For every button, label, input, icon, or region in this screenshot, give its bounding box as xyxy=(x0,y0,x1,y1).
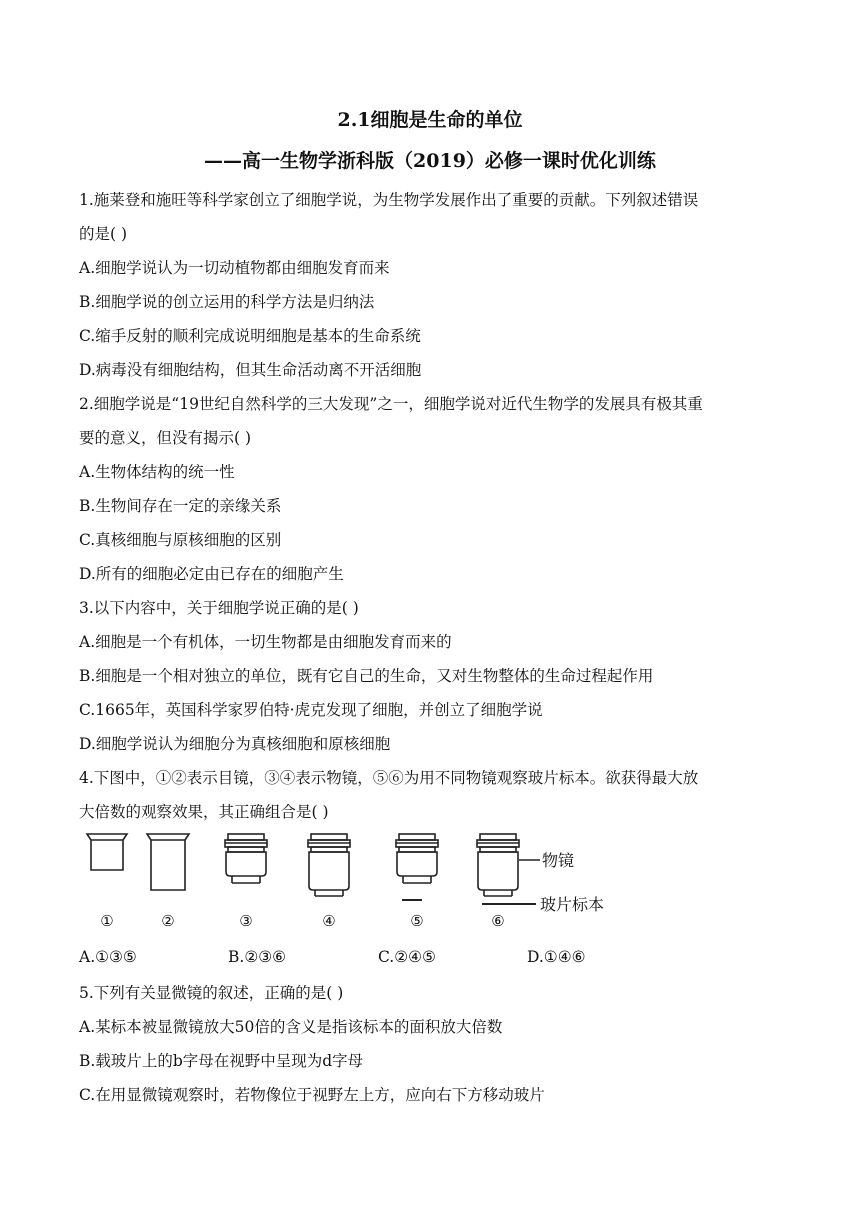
q3-option-d: D.细胞学说认为细胞分为真核细胞和原核细胞 xyxy=(79,735,391,753)
figure-label-3: ③ xyxy=(239,912,253,930)
figure-label-4: ④ xyxy=(322,912,336,930)
q3-option-b: B.细胞是一个相对独立的单位，既有它自己的生命，又对生物整体的生命过程起作用 xyxy=(79,667,654,685)
figure-label-1: ① xyxy=(100,912,114,930)
objective-long-icon xyxy=(308,834,350,896)
objective-short-with-slide-icon xyxy=(396,834,438,900)
q5-option-b: B.载玻片上的b字母在视野中呈现为d字母 xyxy=(79,1052,364,1070)
q1-option-c: C.缩手反射的顺利完成说明细胞是基本的生命系统 xyxy=(79,327,421,345)
q1-option-b: B.细胞学说的创立运用的科学方法是归纳法 xyxy=(79,293,375,311)
figure-label-2: ② xyxy=(161,912,175,930)
q2-option-b: B.生物间存在一定的亲缘关系 xyxy=(79,497,282,515)
q4-stem: 4.下图中，①②表示目镜，③④表示物镜，⑤⑥为用不同物镜观察玻片标本。欲获得最大放 xyxy=(79,769,699,787)
eyepiece-short-icon xyxy=(87,834,127,870)
q5-option-a: A.某标本被显微镜放大50倍的含义是指该标本的面积放大倍数 xyxy=(79,1018,503,1036)
q2-option-a: A.生物体结构的统一性 xyxy=(79,463,235,481)
figure-label-6: ⑥ xyxy=(491,912,505,930)
q2-option-d: D.所有的细胞必定由已存在的细胞产生 xyxy=(79,565,344,583)
q1-option-a: A.细胞学说认为一切动植物都由细胞发育而来 xyxy=(79,259,390,277)
q4-option-b: B.②③⑥ xyxy=(228,948,287,966)
q1-stem-cont: 的是( ) xyxy=(79,225,128,243)
objective-long-with-slide-icon xyxy=(477,834,540,904)
slide-label: 玻片标本 xyxy=(540,895,605,914)
q5-stem: 5.下列有关显微镜的叙述，正确的是( ) xyxy=(79,984,344,1002)
q1-stem: 1.施莱登和施旺等科学家创立了细胞学说，为生物学发展作出了重要的贡献。下列叙述错误 xyxy=(79,191,699,209)
q2-stem: 2.细胞学说是“19世纪自然科学的三大发现”之一，细胞学说对近代生物学的发展具有极其重 xyxy=(79,395,703,413)
eyepiece-long-icon xyxy=(147,834,189,890)
microscope-lens-figure xyxy=(80,828,640,938)
q4-option-c: C.②④⑤ xyxy=(378,948,436,966)
q4-options xyxy=(79,948,799,970)
q4-stem-cont: 大倍数的观察效果，其正确组合是( ) xyxy=(79,803,329,821)
q2-stem-cont: 要的意义，但没有揭示( ) xyxy=(79,429,252,447)
figure-label-5: ⑤ xyxy=(410,912,424,930)
q3-option-c: C.1665年，英国科学家罗伯特·虎克发现了细胞，并创立了细胞学说 xyxy=(79,701,543,719)
objective-label: 物镜 xyxy=(542,851,575,870)
q5-option-c: C.在用显微镜观察时，若物像位于视野左上方，应向右下方移动玻片 xyxy=(79,1086,545,1104)
page-title: 2.1细胞是生命的单位 xyxy=(337,109,523,131)
page-subtitle: ——高一生物学浙科版（2019）必修一课时优化训练 xyxy=(204,150,656,172)
objective-short-icon xyxy=(225,834,267,883)
q4-option-d: D.①④⑥ xyxy=(527,948,586,966)
q2-option-c: C.真核细胞与原核细胞的区别 xyxy=(79,531,282,549)
q1-option-d: D.病毒没有细胞结构，但其生命活动离不开活细胞 xyxy=(79,361,422,379)
q3-option-a: A.细胞是一个有机体，一切生物都是由细胞发育而来的 xyxy=(79,633,452,651)
q4-option-a: A.①③⑤ xyxy=(79,948,137,966)
q3-stem: 3.以下内容中，关于细胞学说正确的是( ) xyxy=(79,599,359,617)
